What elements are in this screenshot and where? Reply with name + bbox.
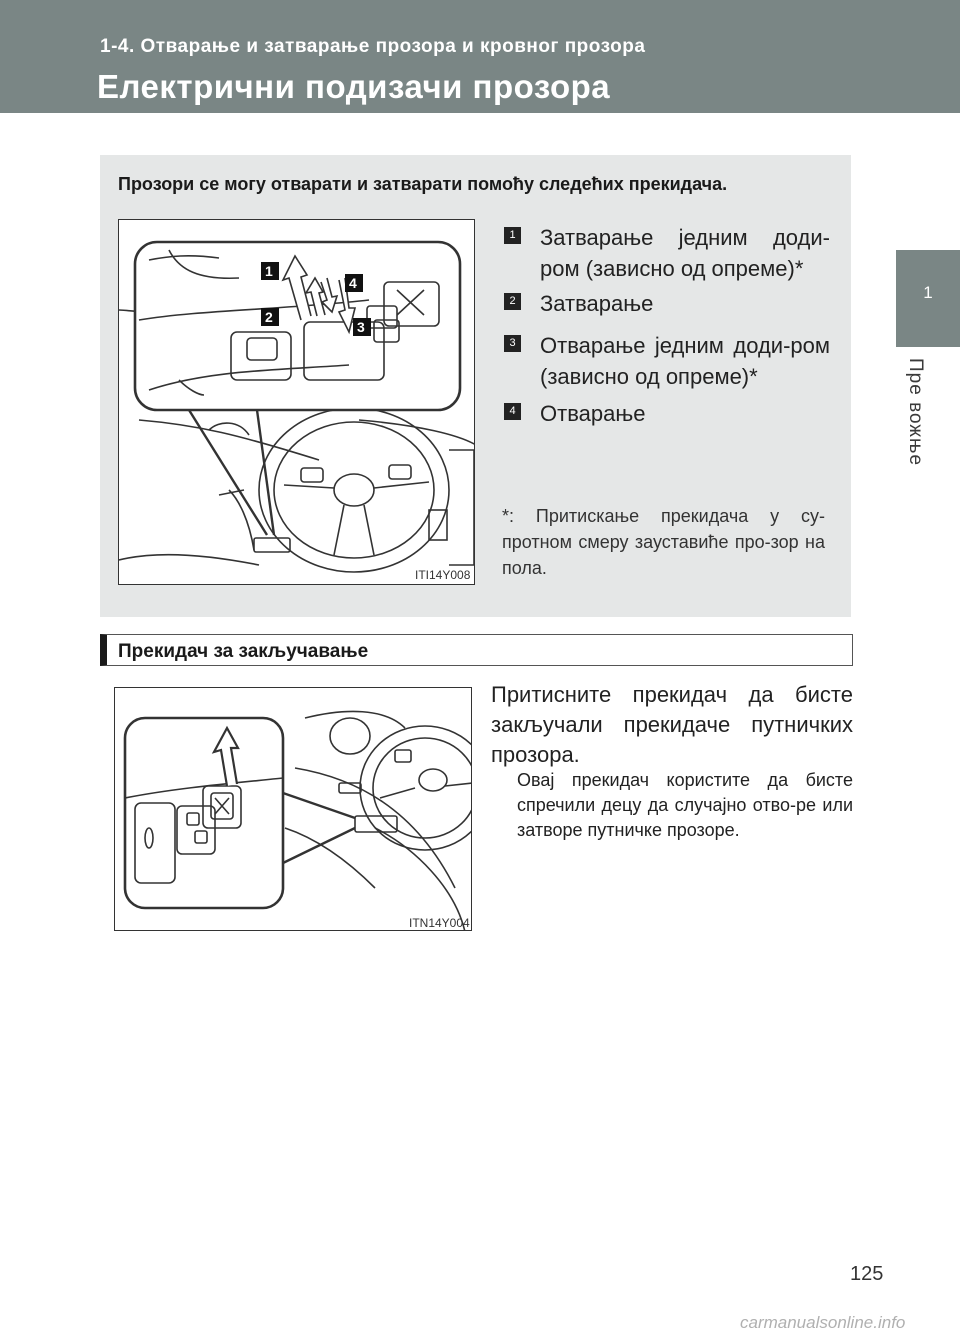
lock-switch-illustration [115, 688, 472, 931]
item-number-badge: 3 [504, 335, 521, 352]
chapter-tab-label: Пре вожње [905, 358, 926, 467]
window-switch-figure [118, 219, 475, 585]
item-text: Отварање једним доди-ром (зависно од опреме)* [540, 333, 830, 389]
figure-label-1 [261, 262, 279, 280]
page-title: Електрични подизачи прозора [97, 68, 611, 105]
lock-switch-figure [114, 687, 472, 931]
item-text: Затварање једним доди-ром (зависно од опреме)* [540, 225, 830, 281]
item-text: Затварање [540, 291, 654, 316]
section-heading: 1-4. Отварање и затварање прозора и кровног прозора [100, 36, 646, 57]
item-number-badge: 1 [504, 227, 521, 244]
figure-code: ITI14Y008 [415, 568, 471, 582]
figure-code: ITN14Y004 [409, 916, 470, 930]
figure-label-2 [261, 308, 279, 326]
page-header [0, 0, 960, 113]
svg-text:3: 3 [357, 319, 365, 335]
figure-label-3 [353, 318, 371, 336]
watermark: carmanualsonline.info [740, 1313, 906, 1332]
chapter-tab-number: 1 [923, 283, 933, 302]
panel-intro: Прозори се могу отварати и затварати помоћу следећих прекидача. [118, 174, 728, 194]
item-number-badge: 2 [504, 293, 521, 310]
window-switch-illustration [119, 220, 475, 585]
section-title: Прекидач за закључавање [118, 641, 369, 662]
item-text: Отварање [540, 401, 646, 426]
figure-label-4 [345, 274, 363, 292]
svg-text:4: 4 [349, 275, 357, 291]
footnote: *: Притискање прекидача у су-протном смеру зауставиће про-зор на пола. [502, 506, 825, 578]
svg-text:2: 2 [265, 309, 273, 325]
lock-switch-instruction: Притисните прекидач да бисте закључали прекидаче путничких прозора. [491, 682, 853, 767]
page-number: 125 [850, 1263, 884, 1285]
item-number-badge: 4 [504, 403, 521, 420]
svg-text:1: 1 [265, 263, 273, 279]
lock-switch-note: Овај прекидач користите да бисте спречили децу да случајно отво-ре или затворе путничке прозоре. [517, 770, 853, 840]
